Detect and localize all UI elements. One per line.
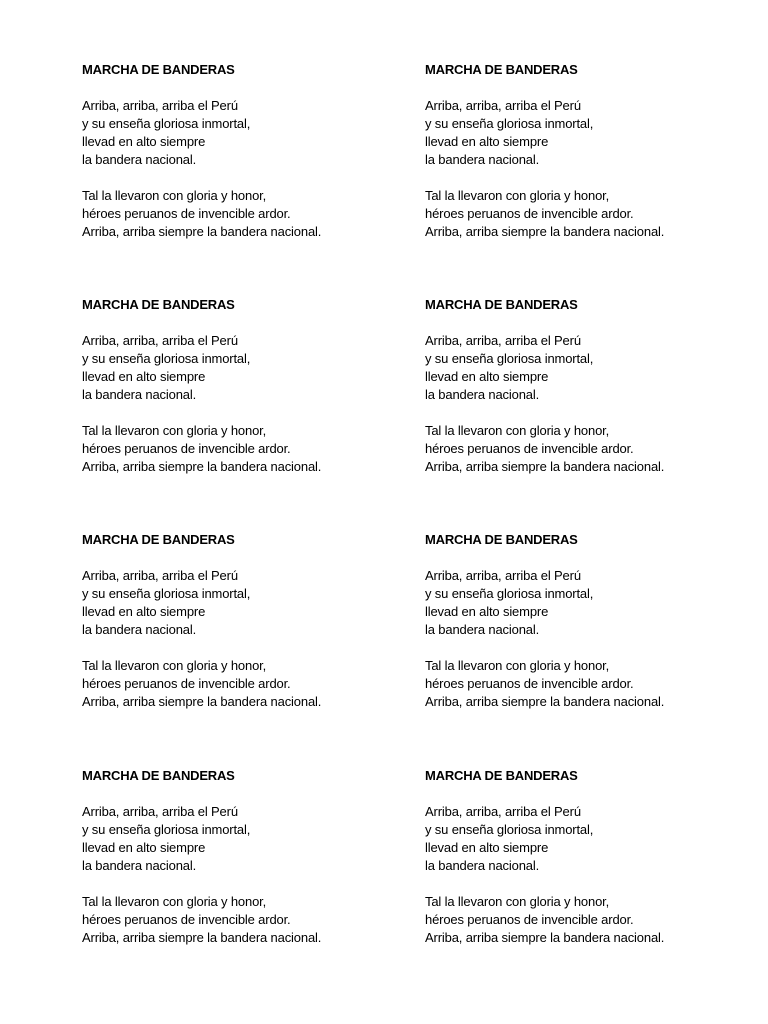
lyrics-block-6	[425, 531, 755, 711]
lyric-line: la bandera nacional.	[82, 858, 197, 873]
stanza-1	[425, 97, 755, 169]
lyric-line: llevad en alto siempre	[425, 840, 549, 855]
lyric-line: Arriba, arriba siempre la bandera nacional.	[425, 694, 665, 709]
lyric-line: llevad en alto siempre	[425, 369, 549, 384]
lyric-line: Arriba, arriba, arriba el Perú	[82, 98, 238, 113]
lyric-line: Arriba, arriba, arriba el Perú	[425, 98, 581, 113]
lyric-line: Arriba, arriba, arriba el Perú	[82, 804, 238, 819]
lyric-line: Arriba, arriba, arriba el Perú	[425, 804, 581, 819]
lyric-line: héroes peruanos de invencible ardor.	[425, 441, 634, 456]
lyric-line: Arriba, arriba siempre la bandera nacional.	[82, 930, 322, 945]
lyric-line: héroes peruanos de invencible ardor.	[82, 912, 291, 927]
lyric-line: Arriba, arriba, arriba el Perú	[82, 333, 238, 348]
lyric-line: llevad en alto siempre	[82, 604, 206, 619]
song-title: MARCHA DE BANDERAS	[425, 62, 578, 77]
lyric-line: llevad en alto siempre	[425, 604, 549, 619]
stanza-2	[425, 422, 755, 476]
stanza-1	[425, 567, 755, 639]
lyric-line: la bandera nacional.	[425, 152, 540, 167]
stanza-2	[82, 657, 412, 711]
lyric-line: y su enseña gloriosa inmortal,	[425, 351, 594, 366]
stanza-1	[425, 332, 755, 404]
lyrics-block-8	[425, 767, 755, 947]
lyric-line: llevad en alto siempre	[82, 369, 206, 384]
lyrics-block-5	[82, 531, 412, 711]
lyric-line: Arriba, arriba siempre la bandera nacional.	[425, 224, 665, 239]
lyric-line: llevad en alto siempre	[82, 840, 206, 855]
lyric-line: y su enseña gloriosa inmortal,	[82, 351, 251, 366]
lyric-line: y su enseña gloriosa inmortal,	[82, 822, 251, 837]
lyric-line: llevad en alto siempre	[425, 134, 549, 149]
lyrics-block-4	[425, 296, 755, 476]
lyric-line: la bandera nacional.	[82, 622, 197, 637]
lyric-line: y su enseña gloriosa inmortal,	[82, 586, 251, 601]
stanza-2	[425, 893, 755, 947]
lyric-line: la bandera nacional.	[82, 387, 197, 402]
lyric-line: Arriba, arriba, arriba el Perú	[425, 568, 581, 583]
lyric-line: Arriba, arriba siempre la bandera nacional.	[82, 694, 322, 709]
lyric-line: Arriba, arriba siempre la bandera nacional.	[425, 459, 665, 474]
lyric-line: héroes peruanos de invencible ardor.	[425, 206, 634, 221]
lyric-line: héroes peruanos de invencible ardor.	[82, 206, 291, 221]
lyric-line: y su enseña gloriosa inmortal,	[82, 116, 251, 131]
lyric-line: la bandera nacional.	[425, 387, 540, 402]
lyric-line: Tal la llevaron con gloria y honor,	[82, 423, 267, 438]
lyric-line: Tal la llevaron con gloria y honor,	[425, 894, 610, 909]
song-title: MARCHA DE BANDERAS	[425, 768, 578, 783]
lyric-line: héroes peruanos de invencible ardor.	[425, 912, 634, 927]
stanza-2	[82, 893, 412, 947]
stanza-1	[425, 803, 755, 875]
stanza-1	[82, 803, 412, 875]
song-title: MARCHA DE BANDERAS	[425, 297, 578, 312]
lyric-line: héroes peruanos de invencible ardor.	[82, 676, 291, 691]
lyric-line: héroes peruanos de invencible ardor.	[425, 676, 634, 691]
stanza-1	[82, 332, 412, 404]
stanza-2	[82, 422, 412, 476]
lyric-line: Tal la llevaron con gloria y honor,	[82, 658, 267, 673]
lyric-line: llevad en alto siempre	[82, 134, 206, 149]
lyric-line: la bandera nacional.	[425, 622, 540, 637]
stanza-2	[425, 187, 755, 241]
lyric-line: la bandera nacional.	[82, 152, 197, 167]
lyric-line: Arriba, arriba, arriba el Perú	[425, 333, 581, 348]
lyrics-block-3	[82, 296, 412, 476]
stanza-2	[425, 657, 755, 711]
lyric-line: y su enseña gloriosa inmortal,	[425, 116, 594, 131]
song-title: MARCHA DE BANDERAS	[82, 768, 235, 783]
song-title: MARCHA DE BANDERAS	[82, 297, 235, 312]
song-title: MARCHA DE BANDERAS	[82, 532, 235, 547]
song-title: MARCHA DE BANDERAS	[82, 62, 235, 77]
lyric-line: Arriba, arriba, arriba el Perú	[82, 568, 238, 583]
lyric-line: Arriba, arriba siempre la bandera nacional.	[82, 459, 322, 474]
lyric-line: y su enseña gloriosa inmortal,	[425, 586, 594, 601]
stanza-1	[82, 97, 412, 169]
lyric-line: Tal la llevaron con gloria y honor,	[82, 894, 267, 909]
lyrics-block-7	[82, 767, 412, 947]
lyric-line: Tal la llevaron con gloria y honor,	[425, 188, 610, 203]
lyrics-block-1	[82, 61, 412, 241]
lyric-line: héroes peruanos de invencible ardor.	[82, 441, 291, 456]
stanza-2	[82, 187, 412, 241]
lyric-line: Tal la llevaron con gloria y honor,	[425, 658, 610, 673]
lyric-line: y su enseña gloriosa inmortal,	[425, 822, 594, 837]
lyric-line: Tal la llevaron con gloria y honor,	[82, 188, 267, 203]
lyrics-block-2	[425, 61, 755, 241]
lyric-line: Tal la llevaron con gloria y honor,	[425, 423, 610, 438]
lyric-line: la bandera nacional.	[425, 858, 540, 873]
stanza-1	[82, 567, 412, 639]
lyric-line: Arriba, arriba siempre la bandera nacional.	[425, 930, 665, 945]
lyric-line: Arriba, arriba siempre la bandera nacional.	[82, 224, 322, 239]
song-title: MARCHA DE BANDERAS	[425, 532, 578, 547]
